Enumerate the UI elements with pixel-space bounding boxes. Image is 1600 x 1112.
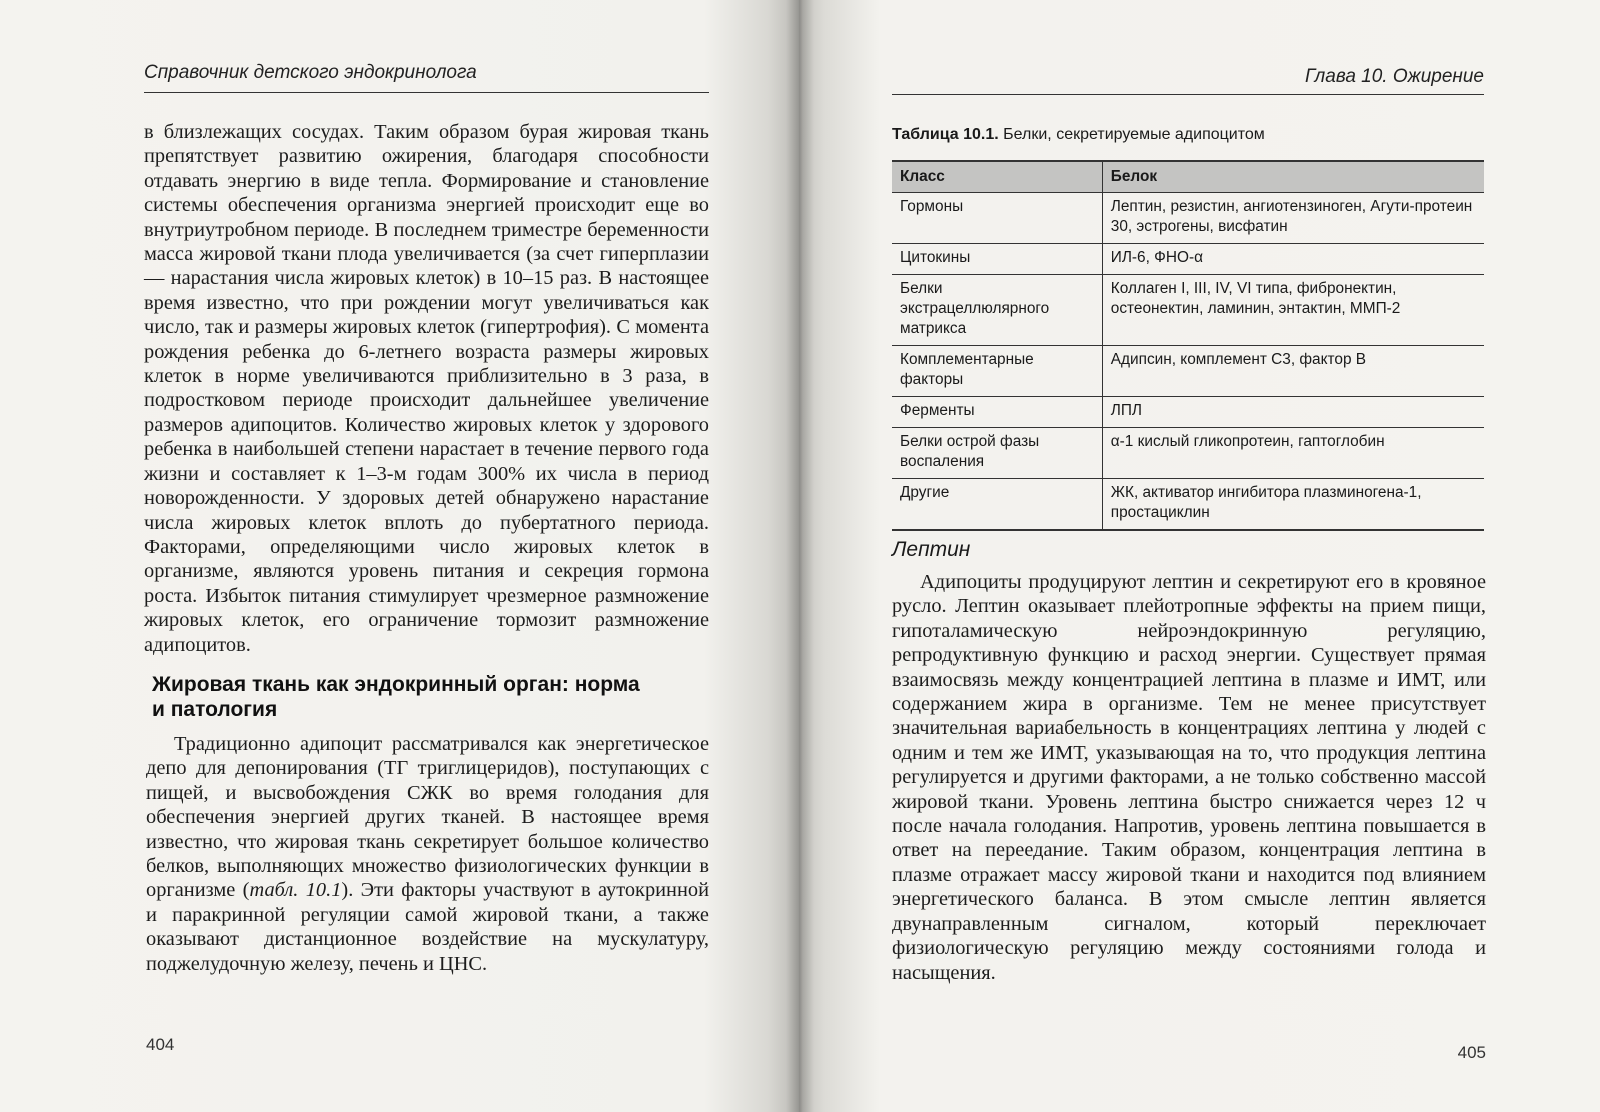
table-cell-protein: ИЛ-6, ФНО-α [1102,244,1484,275]
table-cell-class: Комплементарные факторы [892,346,1102,397]
table-row [892,397,1484,428]
column-header-protein: Белок [1102,161,1484,193]
table-cell-protein: Лептин, резистин, ангиотензиноген, Агути-протеин 30, эстрогены, висфатин [1102,193,1484,244]
table-cell-protein: Адипсин, комплемент С3, фактор В [1102,346,1484,397]
table-caption-number: Таблица 10.1. [892,126,999,143]
table-cell-class: Белки экстрацеллюлярного матрикса [892,275,1102,346]
right-paragraph [892,570,1486,985]
table-row [892,346,1484,397]
column-header-class: Класс [892,161,1102,193]
paragraph-text: в близлежащих сосудах. Таким образом бурая жировая ткань препятствует развитию ожирения, благодаря способности отдавать энергию в виде тепла. Формирование и становление системы обеспечения организма энергией происходит еще во внутриутробном периоде. В последнем триместре беременности масса жировой ткани плода увеличивается (за счет гиперплазии — нарастания числа жировых клеток) в 10–15 раз. В настоящее время известно, что при рождении могут увеличиваться как число, так и размеры жировых клеток (гипертрофия). С момента рождения ребенка до 6-летнего возраста размеры жировых клеток в норме увеличиваются приблизительно в 3 раза, в подростковом периоде происходит дальнейшее увеличение размеров адипоцитов. Количество жировых клеток у здорового ребенка в наибольшей степени нарастает в течение первого года жизни и составляет к 1–3-м годам 300% их числа в период новорожденности. У здоровых детей обнаружено нарастание числа жировых клеток вплоть до пубертатного периода. Факторами, определяющими число жировых клеток в организме, являются уровень питания и секреция гормона роста. Избыток питания стимулирует чрезмерное размножение жировых клеток, его ограничение тормозит размножение адипоцитов. [144,121,709,656]
left-paragraph-2 [146,732,709,976]
page-number-right: 405 [1457,1043,1486,1062]
page-number-left: 404 [146,1035,175,1054]
table-row [892,244,1484,275]
table-cell-class: Белки острой фазы воспаления [892,428,1102,479]
table-cell-class: Ферменты [892,397,1102,428]
table-cell-protein: Коллаген I, III, IV, VI типа, фибронектин, остеонектин, ламинин, энтактин, ММП-2 [1102,275,1484,346]
proteins-table [892,160,1484,531]
table-cell-class: Цитокины [892,244,1102,275]
section-heading-line-2: и патология [152,698,278,721]
table-cell-protein: α-1 кислый гликопротеин, гаптоглобин [1102,428,1484,479]
book-gutter [786,0,814,1112]
table-row [892,428,1484,479]
section-heading-line-1: Жировая ткань как эндокринный орган: норма [152,673,640,696]
table-reference: табл. 10.1 [249,879,342,902]
table-caption-text: Белки, секретируемые адипоцитом [998,126,1265,143]
right-page [800,0,1600,1112]
section-heading [152,672,712,722]
header-rule-right [892,94,1484,95]
table-cell-class: Другие [892,479,1102,531]
table-row [892,275,1484,346]
running-head-left: Справочник детского эндокринолога [144,62,477,83]
running-head-right: Глава 10. Ожирение [1305,66,1484,87]
table-cell-protein: ЛПЛ [1102,397,1484,428]
paragraph-part: Традиционно адипоцит рассматривался как энергетическое депо для депонирования (ТГ триглицеридов), поступающих с пищей, и высвобождения СЖК во время голодания для обеспечения энергией других тканей. В настоящее время известно, что жировая ткань секретирует большое количество белков, выполняющих множество физиологических функции в организме ( [146,733,709,902]
table-cell-protein: ЖК, активатор ингибитора плазминогена-1, простациклин [1102,479,1484,531]
header-rule-left [144,92,709,93]
subheading-leptin: Лептин [892,538,971,561]
paragraph-text [146,732,709,976]
left-paragraph-1 [144,120,709,657]
paragraph-text: Адипоциты продуцируют лептин и секретируют его в кровяное русло. Лептин оказывает плейотропные эффекты на прием пищи, гипоталамическую нейроэндокринную регуляцию, репродуктивную функцию и расход энергии. Существует прямая взаимосвязь между концентрацией лептина в плазме и ИМТ, или содержанием жира в организме. Тем не менее присутствует значительная вариабельность в концентрациях лептина у людей с одним и тем же ИМТ, указывающая на то, что продукция лептина регулируется и другими факторами, а не только собственно массой жировой ткани. Уровень лептина быстро снижается через 12 ч после начала голодания. Напротив, уровень лептина повышается в ответ на переедание. Таким образом, концентрация лептина в плазме отражает массу жировой ткани и находится под влиянием энергетического баланса. В этом смысле лептин является двунаправленным сигналом, который переключает физиологическую регуляцию между состояниями голода и насыщения. [892,571,1486,984]
table-cell-class: Гормоны [892,193,1102,244]
table-caption [892,126,1265,144]
table-row [892,193,1484,244]
paragraph-part: ). Эти факторы участвуют в аутокринной и паракринной регуляции самой жировой ткани, а также оказывают дистанционное воздействие на мускулатуру, поджелудочную железу, печень и ЦНС. [146,879,709,975]
table-row [892,479,1484,531]
table-header-row [892,161,1484,193]
